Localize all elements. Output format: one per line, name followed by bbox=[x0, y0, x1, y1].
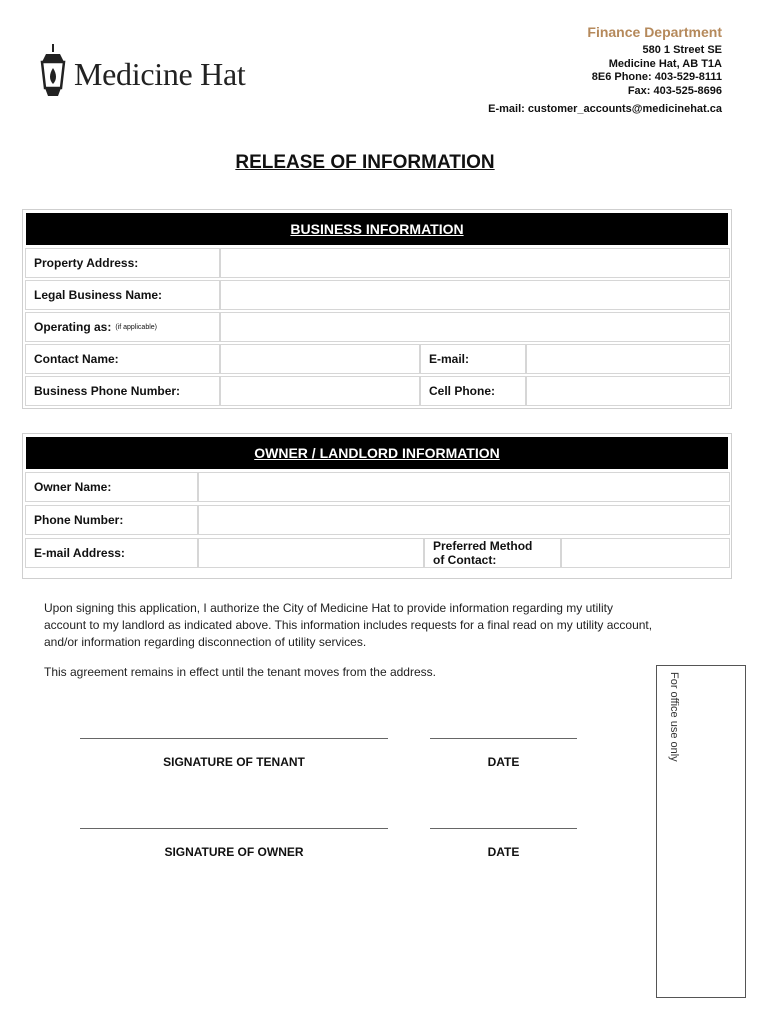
cell-phone-field[interactable] bbox=[526, 376, 730, 406]
operating-as-field[interactable] bbox=[220, 312, 730, 342]
tenant-date-label: DATE bbox=[487, 755, 520, 769]
department-name: Finance Department bbox=[587, 24, 722, 40]
owner-email-field[interactable] bbox=[198, 538, 424, 568]
owner-signature-line[interactable] bbox=[80, 828, 388, 829]
operating-as-note: (if applicable) bbox=[115, 323, 157, 331]
address-line: Fax: 403-525-8696 bbox=[627, 84, 722, 97]
address-block bbox=[592, 44, 722, 98]
preferred-contact-label bbox=[424, 538, 561, 568]
owner-landlord-section bbox=[22, 433, 732, 579]
owner-date-label: DATE bbox=[487, 845, 520, 859]
contact-name-field[interactable] bbox=[220, 344, 420, 374]
cell-phone-label: Cell Phone: bbox=[420, 376, 526, 406]
owner-email-label: E-mail Address: bbox=[25, 538, 198, 568]
preferred-contact-line2: of Contact: bbox=[433, 553, 497, 567]
owner-landlord-heading: OWNER / LANDLORD INFORMATION bbox=[26, 437, 728, 469]
business-phone-field[interactable] bbox=[220, 376, 420, 406]
business-email-field[interactable] bbox=[526, 344, 730, 374]
property-address-field[interactable] bbox=[220, 248, 730, 278]
address-line: Medicine Hat, AB T1A bbox=[608, 57, 722, 70]
agreement-paragraph: This agreement remains in effect until the tenant moves from the address. bbox=[44, 665, 436, 679]
authorization-paragraph: Upon signing this application, I authorize the City of Medicine Hat to provide information regarding my utility account to my landlord as indicated above. This information includes requests for a final read on my utility account, and/or information regarding disconnection of utility services. bbox=[44, 601, 653, 649]
owner-name-field[interactable] bbox=[198, 472, 730, 502]
tenant-date-line[interactable] bbox=[430, 738, 577, 739]
property-address-label: Property Address: bbox=[25, 248, 220, 278]
preferred-contact-line1: Preferred Method bbox=[433, 539, 533, 553]
preferred-contact-field[interactable] bbox=[561, 538, 730, 568]
owner-phone-field[interactable] bbox=[198, 505, 730, 535]
contact-name-label: Contact Name: bbox=[25, 344, 220, 374]
document-title: RELEASE OF INFORMATION bbox=[235, 152, 495, 173]
department-email: E-mail: customer_accounts@medicinehat.ca bbox=[488, 103, 722, 115]
owner-phone-label: Phone Number: bbox=[25, 505, 198, 535]
lamp-icon bbox=[36, 42, 70, 100]
operating-as-text: Operating as: bbox=[34, 320, 112, 334]
office-use-label: For office use only bbox=[668, 672, 680, 762]
business-information-heading: BUSINESS INFORMATION bbox=[26, 213, 728, 245]
legal-business-name-label: Legal Business Name: bbox=[25, 280, 220, 310]
logo-text: Medicine Hat bbox=[74, 56, 246, 92]
address-line: 8E6 Phone: 403-529-8111 bbox=[591, 71, 722, 83]
tenant-signature-line[interactable] bbox=[80, 738, 388, 739]
medicine-hat-logo bbox=[36, 42, 286, 102]
tenant-signature-label: SIGNATURE OF TENANT bbox=[163, 755, 305, 769]
business-email-label: E-mail: bbox=[420, 344, 526, 374]
owner-date-line[interactable] bbox=[430, 828, 577, 829]
business-information-section bbox=[22, 209, 732, 409]
business-phone-label: Business Phone Number: bbox=[25, 376, 220, 406]
owner-signature-label: SIGNATURE OF OWNER bbox=[164, 845, 304, 859]
owner-name-label: Owner Name: bbox=[25, 472, 198, 502]
operating-as-label bbox=[25, 312, 220, 342]
address-line: 580 1 Street SE bbox=[642, 44, 722, 56]
legal-business-name-field[interactable] bbox=[220, 280, 730, 310]
